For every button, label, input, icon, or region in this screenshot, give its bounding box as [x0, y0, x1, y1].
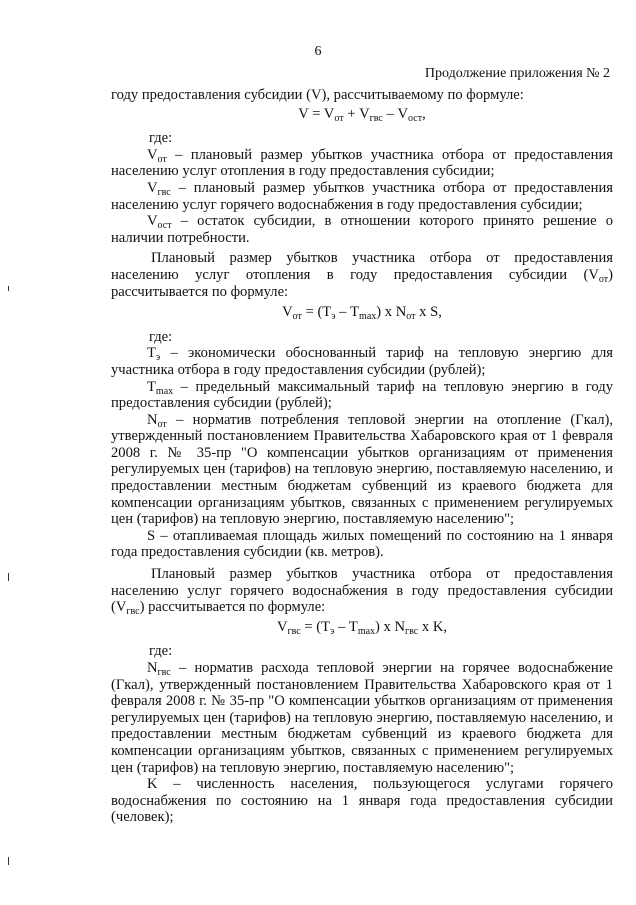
definition-s: S – отапливаемая площадь жилых помещений по состоянию на 1 января года предоставления субсидии (кв. метров).: [111, 527, 613, 561]
definition-t-max: $Т_{max}$ – предельный максимальный тариф на тепловую энергию в году предоставления субсидии (рублей);: [111, 378, 613, 412]
definition-v-gvs: $V_{гвс}$ – плановый размер убытков участника отбора от предоставления населению услуг горячего водоснабжения в году предоставления субсидии;: [111, 179, 613, 213]
definition-k: K – численность населения, пользующегося услугами горячего водоснабжения по состоянию на 1 января года предоставления субсидии (человек);: [111, 776, 613, 826]
where-label: где:: [149, 643, 173, 660]
definition-v-ot: $V_{от}$ – плановый размер убытков участника отбора от предоставления населению услуг отопления в году предоставления субсидии;: [111, 146, 613, 180]
page-number: 6: [314, 44, 322, 59]
where-label: где:: [149, 130, 173, 147]
formula-v-ot: $V_{от} = (Т_э - Т_{max})$ x $N_{от}$ x S,: [282, 304, 442, 323]
definition-n-ot: $N_{от}$ – норматив потребления тепловой энергии на отопление (Гкал), утвержденный постановлением Правительства Хабаровского края от 1 февраля 2008 г. № 35-пр "О компенсации убытков организациям от применения регулируемых цен (тарифов) на тепловую энергию, поставляемую населению, и предоставлении местным бюджетам субвенций из краевого бюджета для компенсации организациям убытков, связанных с применением регулируемых цен (тарифов) на тепловую энергию, поставляемую населению";: [111, 411, 613, 528]
scan-margin-mark: [8, 857, 9, 865]
document-body: [111, 87, 613, 826]
scan-margin-mark: [8, 286, 9, 291]
definition-n-gvs: $N_{гвс}$ – норматив расхода тепловой энергии на горячее водоснабжение (Гкал), утвержденный постановлением Правительства Хабаровского края от 1 февраля 2008 г. № 35-пр "О компенсации убытков организациям от применения регулируемых цен (тарифов) на тепловую энергию, поставляемую населению, и предоставлении местным бюджетам субвенций из краевого бюджета для компенсации организациям убытков, связанных с применением регулируемых цен (тарифов) на тепловую энергию, поставляемую населению";: [111, 660, 613, 776]
definition-v-ost: $V_{ост}$ – остаток субсидии, в отношении которого принято решение о наличии потребности.: [111, 213, 613, 246]
formula-v: $V = V_{от} + V_{гвс} - V_{ост}$,: [298, 105, 426, 124]
scan-margin-mark: [8, 573, 9, 581]
appendix-header: Продолжение приложения № 2: [424, 66, 610, 81]
where-label: где:: [149, 328, 173, 345]
paragraph-hot-water: Плановый размер убытков участника отбора от предоставления населению услуг горячего водоснабжения в году предоставления субсидии $(V_{гвс})$ рассчитывается по формуле:: [111, 566, 613, 618]
intro-line: году предоставления субсидии (V), рассчитываемому по формуле:: [111, 87, 524, 103]
formula-v-gvs: $V_{гвс} = (Т_э - Т_{max})$ x $N_{гвс}$ x K,: [276, 618, 448, 637]
paragraph-heating: Плановый размер убытков участника отбора от предоставления населению услуг отопления в году предоставления субсидии $(V_{от})$ рассчитывается по формуле:: [111, 250, 613, 300]
definition-t-e: $Т_э$ – экономически обоснованный тариф на тепловую энергию для участника отбора в году предоставления субсидии (рублей);: [111, 345, 613, 378]
